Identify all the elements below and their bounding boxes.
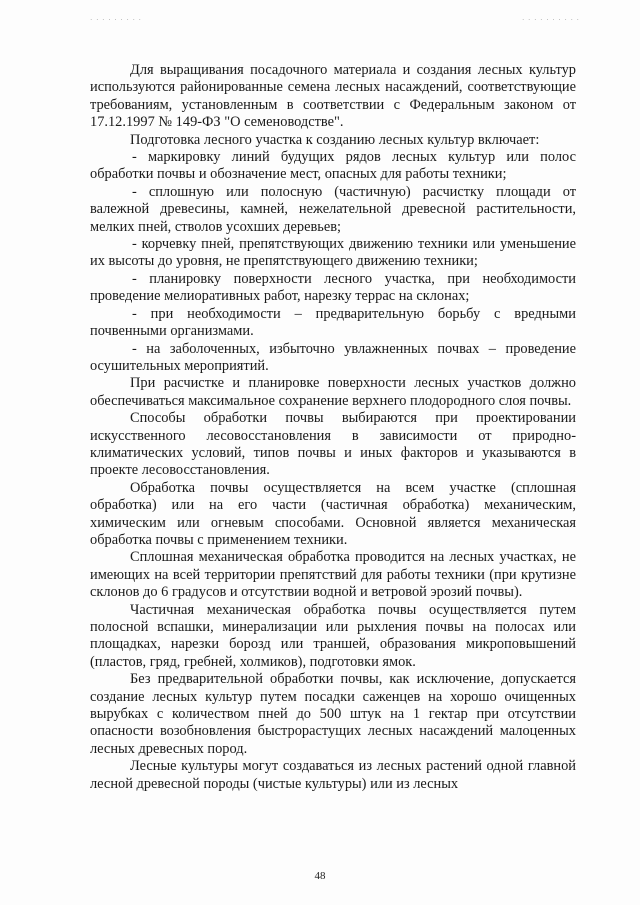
paragraph: Подготовка лесного участка к созданию лесных культур включает: (130, 131, 540, 148)
paragraph: Сплошная механическая обработка проводится на лесных участках, не имеющих на всей территории препятствий для работы техники (при крутизне склонов до 6 градусов и отсутствии водной и ветровой эрозий почвы). (90, 549, 576, 601)
paragraph: Без предварительной обработки почвы, как исключение, допускается создание лесных культур путем посадки саженцев на хорошо очищенных вырубках с количеством пней до 500 штук на 1 гектар при отсутствии опасности возобновления быстрорастущих лесных насаждений малоценных лесных древесных пород. (90, 671, 576, 757)
scan-header-artifact: · · · · · · · · · · · · · · · · · · · (90, 16, 580, 24)
document-body (90, 62, 576, 793)
list-item: - сплошную или полосную (частичную) расчистку площади от валежной древесины, камней, нежелательной древесной растительности, мелких пней, стволов усохших деревьев; (90, 183, 576, 235)
list-item: - при необходимости – предварительную борьбу с вредными почвенными организмами. (90, 305, 576, 340)
page-number: 48 (314, 870, 326, 882)
paragraph: Способы обработки почвы выбираются при проектировании искусственного лесовосстановления в зависимости от природно-климатических условий, типов почвы и иных факторов и указываются в проекте лесовосстановления. (90, 410, 576, 479)
list-item: - маркировку линий будущих рядов лесных культур или полос обработки почвы и обозначение мест, опасных для работы техники; (90, 149, 576, 183)
list-item: - на заболоченных, избыточно увлажненных почвах – проведение осушительных мероприятий. (90, 340, 576, 374)
paragraph: Обработка почвы осуществляется на всем участке (сплошная обработка) или на его части (частичная обработка) механическим, химическим или огневым способами. Основной является механическая обработка почвы с применением техники. (90, 479, 576, 548)
list-item: - корчевку пней, препятствующих движению техники или уменьшение их высоты до уровня, не препятствующего движению техники; (90, 236, 576, 270)
list-item: - планировку поверхности лесного участка, при необходимости проведение мелиоративных работ, нарезку террас на склонах; (90, 270, 576, 305)
paragraph: Лесные культуры могут создаваться из лесных растений одной главной лесной древесной породы (чистые культуры) или из лесных (90, 758, 576, 792)
paragraph: Частичная механическая обработка почвы осуществляется путем полосной вспашки, минерализации или рыхления почвы на полосах или площадках, нарезки борозд или траншей, образования микроповышений (пластов, гряд, гребней, холмиков), подготовки ямок. (90, 601, 576, 670)
paragraph: Для выращивания посадочного материала и создания лесных культур используются районированные семена лесных насаждений, соответствующие требованиям, установленным в соответствии с Федеральным законом от 17.12.1997 № 149-ФЗ "О семеноводстве". (90, 62, 576, 131)
paragraph: При расчистке и планировке поверхности лесных участков должно обеспечиваться максимальное сохранение верхнего плодородного слоя почвы. (90, 375, 576, 409)
